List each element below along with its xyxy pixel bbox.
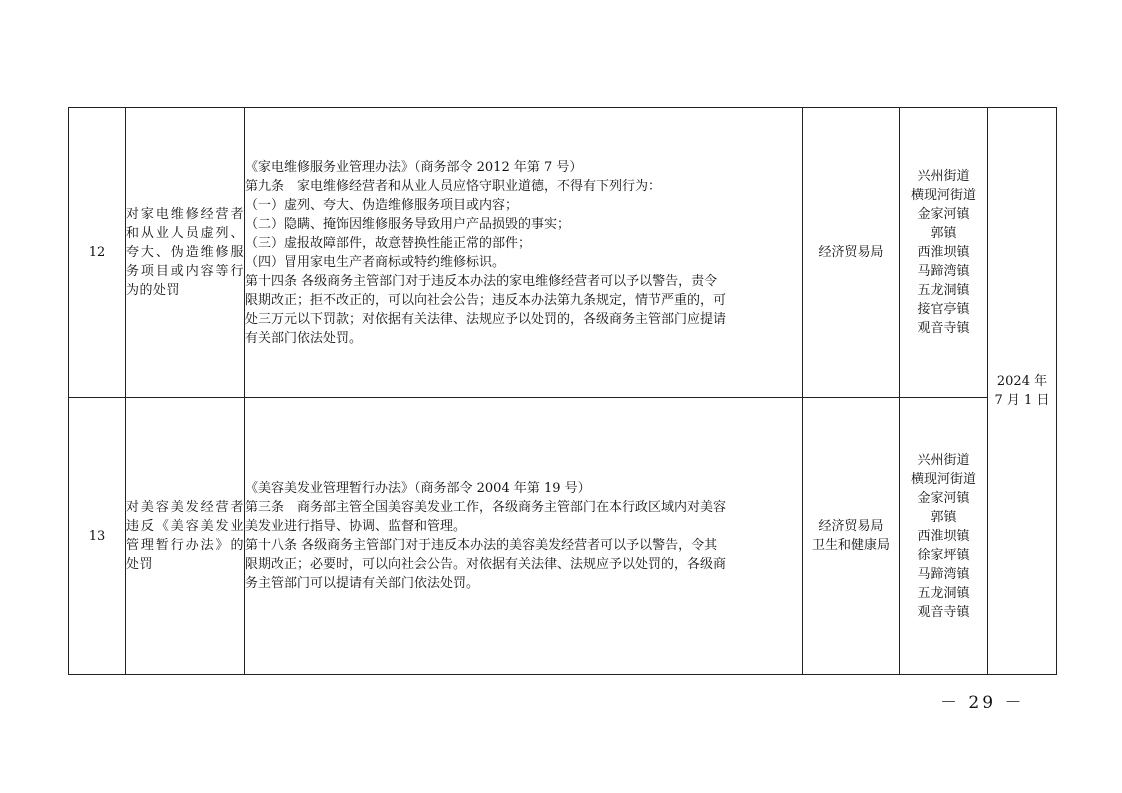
row-number: 12 xyxy=(69,108,126,398)
item-name: 对家电维修经营者和从业人员虚列、夸大、伪造维修服务项目或内容等行为的处罚 xyxy=(126,108,245,398)
area-name: 西淮坝镇 xyxy=(917,528,970,544)
department-name: 经济贸易局 xyxy=(818,519,884,534)
basis-line: 第三条 商务部主管全国美容美发业工作，各级商务主管部门在本行政区域内对美容 xyxy=(245,500,727,515)
basis-line: 限期改正；拒不改正的，可以向社会公告；违反本办法第九条规定，情节严重的，可 xyxy=(245,292,727,308)
basis-line: 美发业进行指导、协调、监督和管理。 xyxy=(245,519,467,534)
enforcement-table xyxy=(68,107,1057,675)
basis-line: 务主管部门可以提请有关部门依法处罚。 xyxy=(245,576,480,591)
legal-basis xyxy=(245,108,803,398)
implementing-areas xyxy=(900,398,988,675)
basis-line: 《美容美发业管理暂行办法》（商务部令 2004 年第 19 号） xyxy=(245,481,591,496)
area-name: 金家河镇 xyxy=(917,207,970,222)
area-name: 五龙洞镇 xyxy=(917,585,970,601)
table-row xyxy=(69,398,1057,675)
area-name: 观音寺镇 xyxy=(917,604,970,620)
area-name: 徐家坪镇 xyxy=(917,547,970,563)
area-name: 西淮坝镇 xyxy=(917,245,970,260)
item-name: 对美容美发经营者违反《美容美发业管理暂行办法》的处罚 xyxy=(126,398,245,675)
responsible-department xyxy=(803,398,900,675)
basis-line: 处三万元以下罚款；对依据有关法律、法规应予以处罚的，各级商务主管部门应提请 xyxy=(245,311,727,327)
basis-line: （四）冒用家电生产者商标或特约维修标识。 xyxy=(245,254,506,270)
basis-line: （三）虚报故障部件，故意替换性能正常的部件； xyxy=(245,235,532,251)
basis-line: 第十八条 各级商务主管部门对于违反本办法的美容美发经营者可以予以警告，令其 xyxy=(245,538,718,553)
area-name: 郭镇 xyxy=(930,226,957,241)
area-name: 观音寺镇 xyxy=(917,321,970,336)
page-number: － 29 － xyxy=(940,693,1025,713)
basis-line: 有关部门依法处罚。 xyxy=(245,330,363,346)
area-name: 接官亭镇 xyxy=(917,302,970,317)
date-year: 2024 年 xyxy=(996,374,1048,389)
basis-line: 限期改正；必要时，可以向社会公告。对依据有关法律、法规应予以处罚的，各级商 xyxy=(245,557,727,572)
responsible-department xyxy=(803,108,900,398)
table-row xyxy=(69,108,1057,398)
implementing-areas xyxy=(900,108,988,398)
area-name: 郭镇 xyxy=(930,509,957,525)
row-number: 13 xyxy=(69,398,126,675)
date-day: 7 月 1 日 xyxy=(994,393,1050,408)
area-name: 兴州街道 xyxy=(917,452,970,468)
area-name: 横现河街道 xyxy=(910,471,976,487)
department-name: 卫生和健康局 xyxy=(811,538,890,553)
effective-date xyxy=(988,108,1057,675)
basis-line: 第十四条 各级商务主管部门对于违反本办法的家电维修经营者可以予以警告，责令 xyxy=(245,273,718,289)
basis-line: 《家电维修服务业管理办法》（商务部令 2012 年第 7 号） xyxy=(245,159,583,175)
basis-line: （二）隐瞒、掩饰因维修服务导致用户产品损毁的事实； xyxy=(245,216,571,232)
area-name: 横现河街道 xyxy=(910,188,976,203)
area-name: 马蹄湾镇 xyxy=(917,566,970,582)
area-name: 金家河镇 xyxy=(917,490,970,506)
department-name: 经济贸易局 xyxy=(818,245,884,260)
legal-basis xyxy=(245,398,803,675)
area-name: 兴州街道 xyxy=(917,169,970,184)
area-name: 五龙洞镇 xyxy=(917,283,970,298)
area-name: 马蹄湾镇 xyxy=(917,264,970,279)
basis-line: （一）虚列、夸大、伪造维修服务项目或内容； xyxy=(245,197,519,213)
basis-line: 第九条 家电维修经营者和从业人员应恪守职业道德，不得有下列行为： xyxy=(245,178,662,194)
